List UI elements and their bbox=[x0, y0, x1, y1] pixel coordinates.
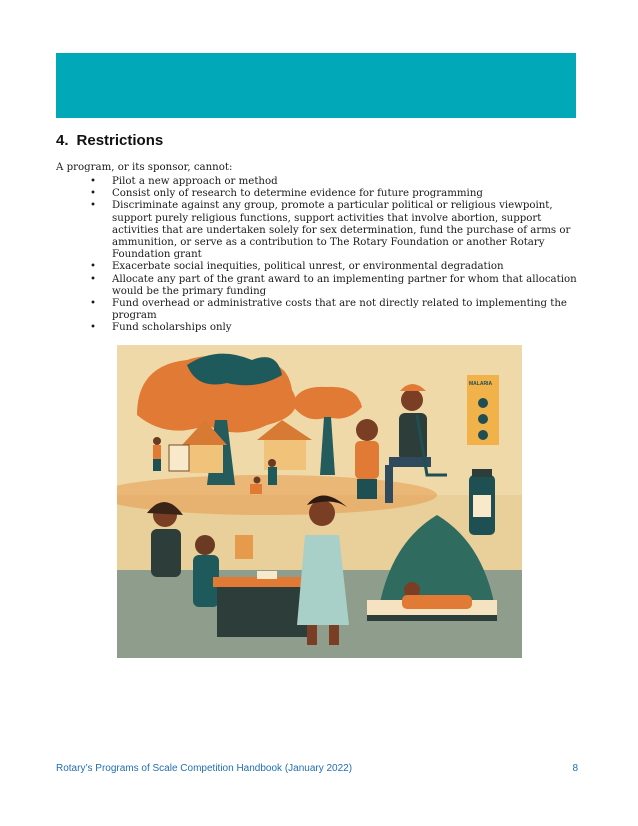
list-item: • Fund overhead or administrative costs that are not directly related to implementing the program bbox=[90, 298, 580, 322]
list-item: • Consist only of research to determine evidence for future programming bbox=[90, 188, 580, 200]
list-item: • Allocate any part of the grant award to an implementing partner for whom that allocation would be the primary funding bbox=[90, 274, 580, 298]
page-number: 8 bbox=[572, 763, 578, 774]
list-item: • Discriminate against any group, promote a particular political or religious viewpoint, support purely religious functions, support activities that involve abortion, support activities that are undertaken solely for sex determination, fund the purchase of arms or ammunition, or serve as a contribution to The Rotary Foundation or another Rotary Foundation grant bbox=[90, 200, 580, 261]
restrictions-list bbox=[90, 176, 580, 335]
list-item: • Pilot a new approach or method bbox=[90, 176, 580, 188]
header-banner bbox=[56, 53, 576, 118]
section-title: Restrictions bbox=[76, 132, 164, 149]
health-program-illustration bbox=[117, 345, 522, 658]
list-item: • Fund scholarships only bbox=[90, 322, 580, 334]
section-number: 4. bbox=[56, 132, 69, 149]
page-footer bbox=[56, 763, 578, 774]
section-heading bbox=[56, 132, 163, 149]
list-item: • Exacerbate social inequities, political unrest, or environmental degradation bbox=[90, 261, 580, 273]
section-intro: A program, or its sponsor, cannot: bbox=[56, 162, 233, 173]
malaria-box-label: MALARIA bbox=[469, 381, 493, 387]
footer-title: Rotary’s Programs of Scale Competition Handbook (January 2022) bbox=[56, 763, 353, 774]
